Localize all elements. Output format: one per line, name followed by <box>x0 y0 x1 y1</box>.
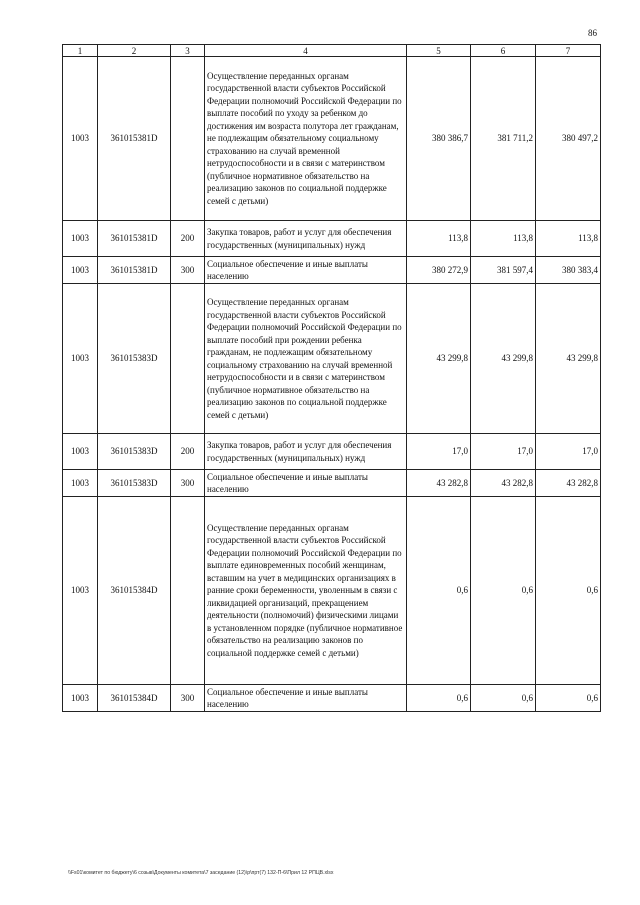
value-col5: 17,0 <box>407 434 471 470</box>
column-header: 4 <box>205 45 407 57</box>
value-col6: 43 282,8 <box>471 470 536 497</box>
section-cell: 1003 <box>63 434 98 470</box>
value-col7: 380 383,4 <box>536 257 601 284</box>
section-cell: 1003 <box>63 284 98 434</box>
footer-file-path: \\Fs01\комитет по бюджету\6 созыв\Документы комитета\7 заседание (12)\р\прт(7) 132-П-6\Прил 12 РПЦВ.xlsx <box>68 870 334 876</box>
column-header: 5 <box>407 45 471 57</box>
table-row <box>63 257 601 284</box>
section-cell: 1003 <box>63 257 98 284</box>
value-col5: 43 299,8 <box>407 284 471 434</box>
expense-type-cell: 300 <box>171 685 205 712</box>
code-cell: 361015381D <box>98 257 171 284</box>
table-row <box>63 284 601 434</box>
section-cell: 1003 <box>63 221 98 257</box>
expense-type-cell <box>171 284 205 434</box>
table-row <box>63 685 601 712</box>
value-col6: 381 711,2 <box>471 57 536 221</box>
value-col6: 113,8 <box>471 221 536 257</box>
value-col5: 0,6 <box>407 685 471 712</box>
description-cell: Осуществление переданных органам государственной власти субъектов Российской Федерации полномочий Российской Федерации по выплате единовременных пособий женщинам, вставшим на учет в медицинских организациях в ранние сроки беременности, уволенным в связи с ликвидацией организаций, прекращением деятельности (полномочий) физическими лицами в установленном порядке (публичное нормативное обязательство на реализацию законов по социальной поддержке семей с детьми) <box>205 497 407 685</box>
table-header-row <box>63 45 601 57</box>
value-col7: 43 299,8 <box>536 284 601 434</box>
value-col6: 0,6 <box>471 497 536 685</box>
section-cell: 1003 <box>63 497 98 685</box>
page-number: 86 <box>588 28 597 38</box>
code-cell: 361015381D <box>98 221 171 257</box>
expense-type-cell <box>171 57 205 221</box>
value-col7: 0,6 <box>536 497 601 685</box>
value-col5: 380 386,7 <box>407 57 471 221</box>
section-cell: 1003 <box>63 685 98 712</box>
value-col6: 17,0 <box>471 434 536 470</box>
value-col6: 43 299,8 <box>471 284 536 434</box>
value-col5: 0,6 <box>407 497 471 685</box>
value-col7: 113,8 <box>536 221 601 257</box>
description-cell: Осуществление переданных органам государственной власти субъектов Российской Федерации полномочий Российской Федерации по выплате пособий по уходу за ребенком до достижения им возраста полутора лет гражданам, не подлежащим обязательному социальному страхованию на случай временной нетрудоспособности и в связи с материнством (публичное нормативное обязательство на реализацию законов по социальной поддержке семей с детьми) <box>205 57 407 221</box>
description-cell: Социальное обеспечение и иные выплаты населению <box>205 257 407 284</box>
code-cell: 361015383D <box>98 284 171 434</box>
expense-type-cell <box>171 497 205 685</box>
code-cell: 361015383D <box>98 470 171 497</box>
expense-type-cell: 300 <box>171 257 205 284</box>
table-row <box>63 221 601 257</box>
value-col5: 113,8 <box>407 221 471 257</box>
description-cell: Закупка товаров, работ и услуг для обеспечения государственных (муниципальных) нужд <box>205 434 407 470</box>
description-cell: Закупка товаров, работ и услуг для обеспечения государственных (муниципальных) нужд <box>205 221 407 257</box>
column-header: 1 <box>63 45 98 57</box>
expense-type-cell: 200 <box>171 221 205 257</box>
value-col6: 0,6 <box>471 685 536 712</box>
expense-type-cell: 300 <box>171 470 205 497</box>
column-header: 6 <box>471 45 536 57</box>
expense-type-cell: 200 <box>171 434 205 470</box>
value-col7: 380 497,2 <box>536 57 601 221</box>
description-cell: Осуществление переданных органам государственной власти субъектов Российской Федерации полномочий Российской Федерации по выплате пособий при рождении ребенка гражданам, не подлежащим обязательному социальному страхованию на случай временной нетрудоспособности и в связи с материнством (публичное нормативное обязательство на реализацию законов по социальной поддержке семей с детьми) <box>205 284 407 434</box>
code-cell: 361015383D <box>98 434 171 470</box>
table-row <box>63 57 601 221</box>
column-header: 2 <box>98 45 171 57</box>
column-header: 7 <box>536 45 601 57</box>
table-row <box>63 497 601 685</box>
code-cell: 361015384D <box>98 497 171 685</box>
code-cell: 361015384D <box>98 685 171 712</box>
column-header: 3 <box>171 45 205 57</box>
value-col7: 43 282,8 <box>536 470 601 497</box>
description-cell: Социальное обеспечение и иные выплаты населению <box>205 685 407 712</box>
section-cell: 1003 <box>63 470 98 497</box>
budget-table <box>62 44 601 712</box>
description-cell: Социальное обеспечение и иные выплаты населению <box>205 470 407 497</box>
value-col7: 17,0 <box>536 434 601 470</box>
table-row <box>63 434 601 470</box>
code-cell: 361015381D <box>98 57 171 221</box>
value-col7: 0,6 <box>536 685 601 712</box>
table-row <box>63 470 601 497</box>
value-col5: 43 282,8 <box>407 470 471 497</box>
value-col5: 380 272,9 <box>407 257 471 284</box>
section-cell: 1003 <box>63 57 98 221</box>
value-col6: 381 597,4 <box>471 257 536 284</box>
